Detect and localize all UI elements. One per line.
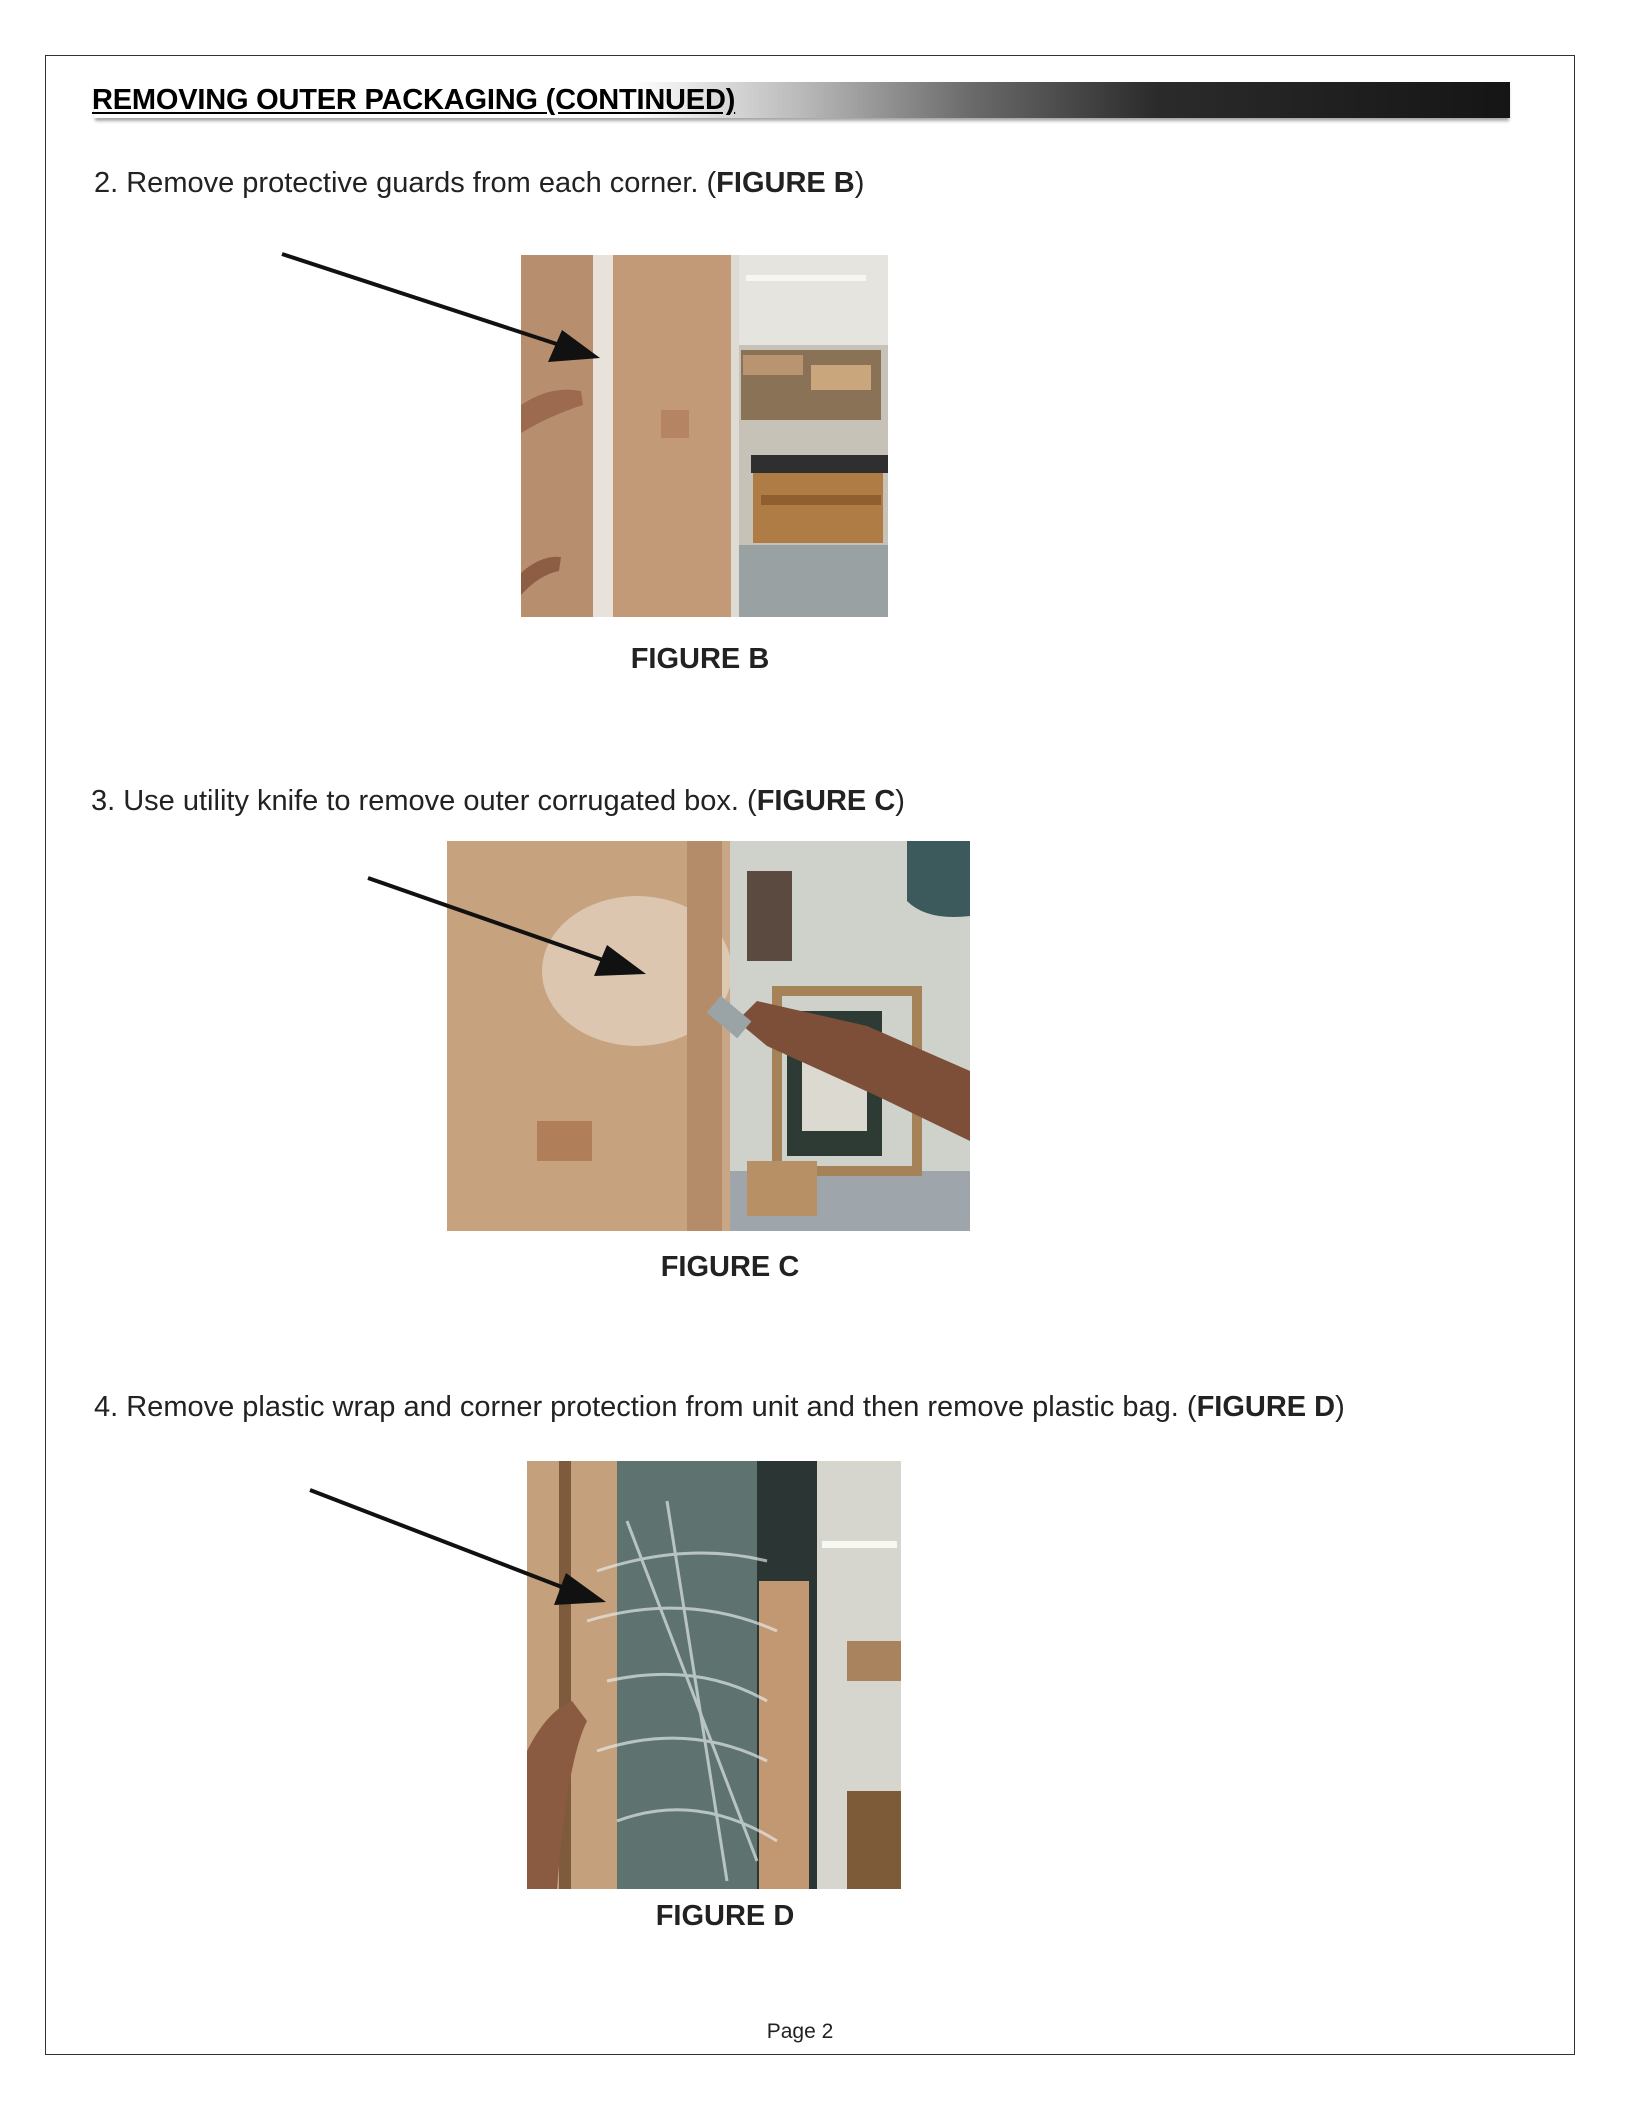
section-title: REMOVING OUTER PACKAGING (CONTINUED)	[92, 84, 736, 116]
arrow-icon	[270, 240, 610, 370]
step-2-text: 2. Remove protective guards from each corner. (FIGURE B)	[94, 167, 865, 199]
figure-b-caption: FIGURE B	[630, 643, 770, 675]
figure-d-caption: FIGURE D	[655, 1900, 795, 1932]
figure-c-caption: FIGURE C	[660, 1251, 800, 1283]
step-3-text: 3. Use utility knife to remove outer corrugated box. (FIGURE C)	[91, 785, 905, 817]
arrow-icon	[300, 1478, 620, 1618]
arrow-icon	[358, 866, 658, 986]
page-number: Page 2	[766, 2020, 834, 2043]
step-4-text: 4. Remove plastic wrap and corner protection from unit and then remove plastic bag. (FIGURE D)	[94, 1391, 1345, 1423]
